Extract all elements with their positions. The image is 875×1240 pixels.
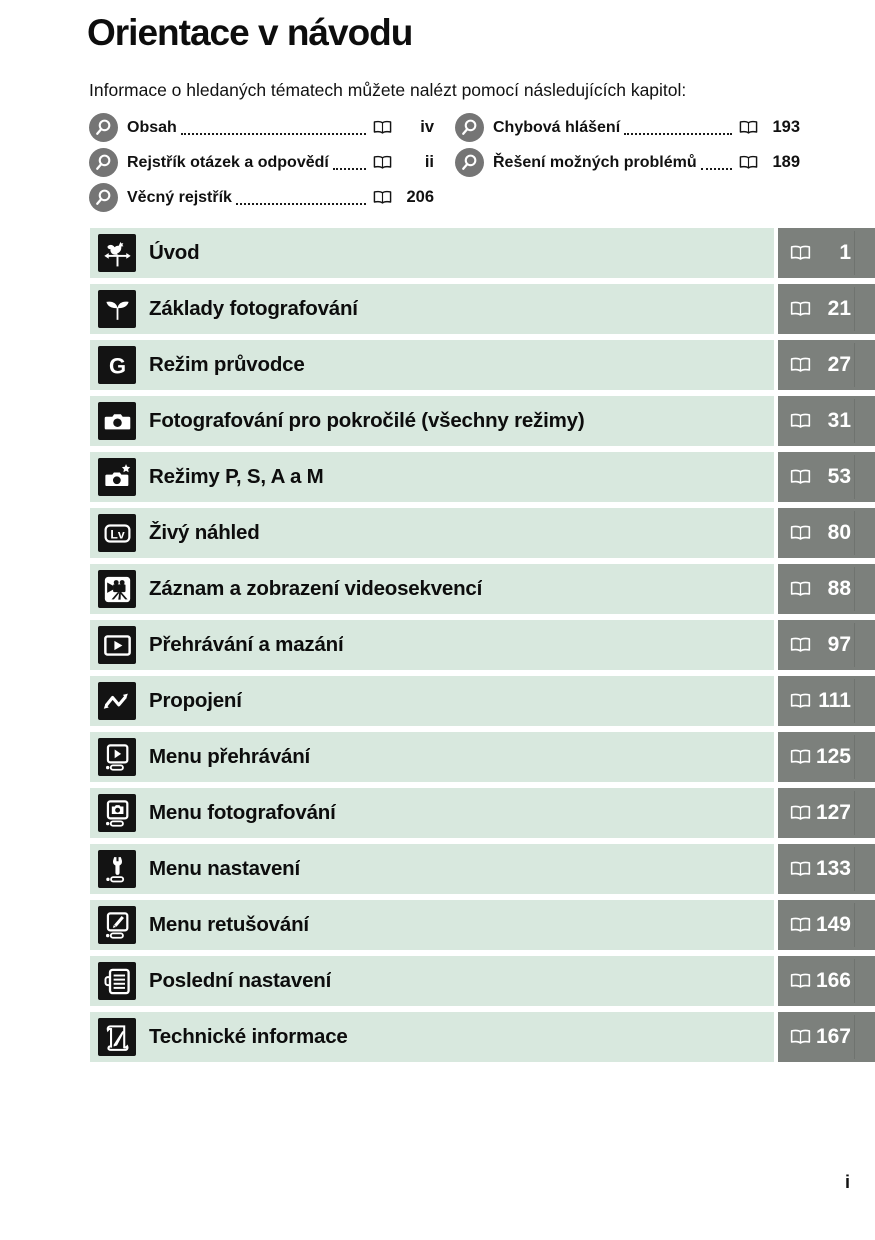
chapter-row[interactable]: [90, 788, 875, 838]
chapter-page-number: 31: [827, 409, 851, 432]
chapter-page-number: 21: [827, 297, 851, 320]
page-ref-book-icon: [789, 245, 812, 261]
intro-text: Informace o hledaných tématech můžete nalézt pomocí následujících kapitol:: [89, 80, 687, 100]
chapter-row[interactable]: [90, 452, 875, 502]
technical-info-icon: [98, 1018, 136, 1056]
page-ref-book-icon: [789, 749, 812, 765]
search-icon: [89, 148, 118, 177]
chapter-row-main: [90, 788, 774, 838]
page-ref-book-icon: [789, 1029, 812, 1045]
leader-dots: [236, 203, 366, 205]
movie-camera-icon: [98, 570, 136, 608]
chapter-page-number: 167: [815, 1025, 851, 1048]
chapter-row-main: [90, 284, 774, 334]
chapter-title: Menu fotografování: [149, 801, 336, 824]
chapter-row[interactable]: [90, 620, 875, 670]
search-link-page-number: 189: [772, 153, 800, 171]
chapter-title: Menu retušování: [149, 913, 309, 936]
leader-dots: [624, 133, 732, 135]
page-ref-book-icon: [789, 861, 812, 877]
search-link-label: Věcný rejstřík: [127, 188, 232, 206]
page-ref-book-icon: [738, 155, 759, 170]
chapter-title: Menu přehrávání: [149, 745, 311, 768]
chapter-page-block: [778, 900, 875, 950]
chapter-page-block: [778, 508, 875, 558]
chapter-page-number: 125: [815, 745, 851, 768]
search-link-page-number: 193: [772, 118, 800, 136]
chapter-page-block: [778, 620, 875, 670]
chapter-row[interactable]: [90, 396, 875, 446]
chapter-page-block: [778, 844, 875, 894]
chapter-row-main: [90, 900, 774, 950]
chapter-page-number: 149: [815, 913, 851, 936]
chapter-row[interactable]: [90, 228, 875, 278]
guide-mode-icon: [98, 346, 136, 384]
page-ref-book-icon: [789, 693, 812, 709]
chapter-row[interactable]: [90, 844, 875, 894]
page-ref-book-icon: [789, 469, 812, 485]
svg-text:Lv: Lv: [109, 526, 125, 541]
recent-settings-icon: [98, 962, 136, 1000]
search-link[interactable]: [455, 110, 800, 145]
search-links-column-left: [89, 110, 434, 215]
chapter-page-number: 27: [827, 353, 851, 376]
chapter-page-number: 80: [827, 521, 851, 544]
search-link[interactable]: [455, 145, 800, 180]
search-icon: [455, 148, 484, 177]
chapter-row-main: [90, 620, 774, 670]
chapter-page-number: 88: [827, 577, 851, 600]
page-ref-book-icon: [789, 917, 812, 933]
chapter-page-block: [778, 396, 875, 446]
chapter-page-block: [778, 228, 875, 278]
chapter-page-block: [778, 1012, 875, 1062]
page-ref-book-icon: [789, 805, 812, 821]
chapter-row-main: [90, 564, 774, 614]
chapter-row[interactable]: [90, 676, 875, 726]
connection-icon: [98, 682, 136, 720]
search-icon: [455, 113, 484, 142]
chapter-row-main: [90, 508, 774, 558]
chapter-list: [90, 228, 875, 1068]
playback-icon: [98, 626, 136, 664]
search-link-label: Obsah: [127, 118, 177, 136]
search-links: [89, 110, 800, 215]
chapter-title: Základy fotografování: [149, 297, 358, 320]
leader-dots: [181, 133, 366, 135]
chapter-row-main: [90, 844, 774, 894]
camera-star-icon: [98, 458, 136, 496]
rooster-weathervane-icon: [98, 234, 136, 272]
chapter-page-number: 127: [815, 801, 851, 824]
playback-menu-icon: [98, 738, 136, 776]
page-ref-book-icon: [372, 155, 393, 170]
page-ref-book-icon: [789, 637, 812, 653]
page-ref-book-icon: [789, 973, 812, 989]
chapter-row[interactable]: [90, 1012, 875, 1062]
chapter-row-main: [90, 1012, 774, 1062]
chapter-page-block: [778, 340, 875, 390]
chapter-page-block: [778, 956, 875, 1006]
chapter-title: Přehrávání a mazání: [149, 633, 344, 656]
leader-dots: [333, 168, 366, 170]
page-ref-book-icon: [789, 357, 812, 373]
chapter-row-main: [90, 228, 774, 278]
chapter-row-main: [90, 452, 774, 502]
chapter-row-main: [90, 396, 774, 446]
chapter-page-block: [778, 732, 875, 782]
chapter-title: Záznam a zobrazení videosekvencí: [149, 577, 483, 600]
search-link-page-number: 206: [406, 188, 434, 206]
chapter-row[interactable]: [90, 956, 875, 1006]
chapter-title: Živý náhled: [149, 521, 260, 544]
chapter-title: Propojení: [149, 689, 242, 712]
leader-dots: [701, 168, 732, 170]
chapter-title: Fotografování pro pokročilé (všechny režimy): [149, 409, 585, 432]
chapter-title: Poslední nastavení: [149, 969, 332, 992]
search-link-label: Řešení možných problémů: [493, 153, 697, 171]
search-link[interactable]: [89, 110, 434, 145]
chapter-row-main: [90, 732, 774, 782]
chapter-row[interactable]: [90, 564, 875, 614]
chapter-row-main: [90, 340, 774, 390]
search-icon: [89, 183, 118, 212]
search-link-label: Chybová hlášení: [493, 118, 621, 136]
chapter-row[interactable]: [90, 284, 875, 334]
chapter-row[interactable]: [90, 732, 875, 782]
search-links-column-right: [455, 110, 800, 215]
chapter-page-number: 133: [815, 857, 851, 880]
chapter-row[interactable]: [90, 340, 875, 390]
chapter-title: Menu nastavení: [149, 857, 300, 880]
chapter-title: Režim průvodce: [149, 353, 305, 376]
chapter-title: Technické informace: [149, 1025, 348, 1048]
shooting-menu-icon: [98, 794, 136, 832]
chapter-title: Úvod: [149, 241, 200, 264]
chapter-page-number: 1: [839, 241, 851, 264]
chapter-page-number: 97: [827, 633, 851, 656]
svg-text:G: G: [108, 353, 126, 379]
page-ref-book-icon: [789, 581, 812, 597]
chapter-page-block: [778, 284, 875, 334]
chapter-page-block: [778, 452, 875, 502]
camera-icon: [98, 402, 136, 440]
page-ref-book-icon: [789, 525, 812, 541]
sprout-icon: [98, 290, 136, 328]
chapter-page-number: 166: [815, 969, 851, 992]
chapter-title: Režimy P, S, A a M: [149, 465, 324, 488]
chapter-row[interactable]: [90, 508, 875, 558]
footer-page-number: i: [844, 1172, 850, 1192]
search-link-page-number: ii: [424, 153, 434, 171]
search-link-label: Rejstřík otázek a odpovědí: [127, 153, 329, 171]
chapter-page-block: [778, 676, 875, 726]
chapter-page-block: [778, 564, 875, 614]
chapter-page-number: 111: [818, 689, 851, 712]
chapter-row[interactable]: [90, 900, 875, 950]
search-link-page-number: iv: [420, 118, 434, 136]
page-ref-book-icon: [372, 190, 393, 205]
retouch-menu-icon: [98, 906, 136, 944]
search-icon: [89, 113, 118, 142]
chapter-row-main: [90, 676, 774, 726]
search-link[interactable]: [89, 180, 434, 215]
setup-menu-icon: [98, 850, 136, 888]
page-ref-book-icon: [372, 120, 393, 135]
page-ref-book-icon: [789, 413, 812, 429]
live-view-icon: [98, 514, 136, 552]
chapter-page-block: [778, 788, 875, 838]
page-ref-book-icon: [738, 120, 759, 135]
page-ref-book-icon: [789, 301, 812, 317]
page-title: Orientace v návodu: [87, 12, 413, 53]
chapter-page-number: 53: [827, 465, 851, 488]
chapter-row-main: [90, 956, 774, 1006]
search-link[interactable]: [89, 145, 434, 180]
